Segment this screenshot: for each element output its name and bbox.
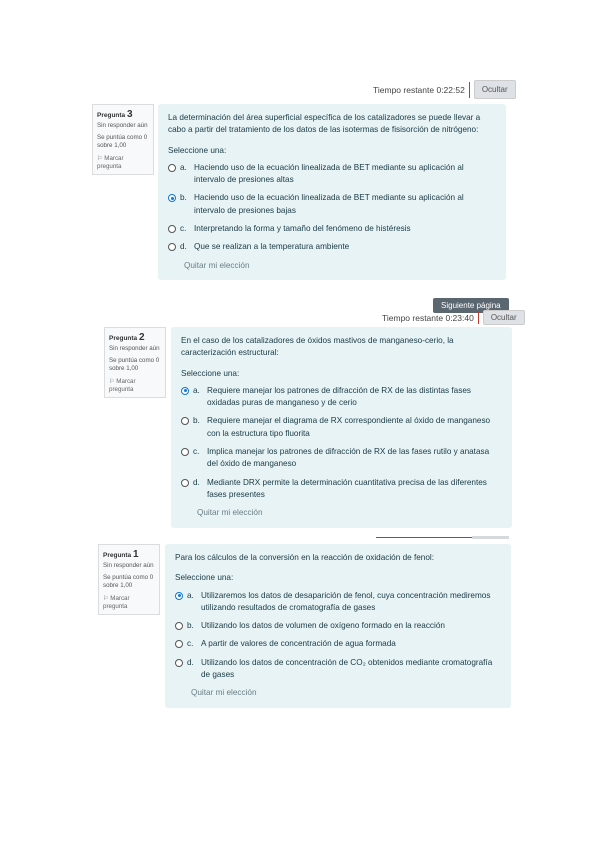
- answer-option[interactable]: a. Requiere manejar los patrones de difracción de RX de las distintas fases oxidadas puras de manganeso y de cerio: [181, 385, 502, 410]
- question-status: Sin responder aún: [109, 344, 160, 352]
- question-text: Para los cálculos de la conversión en la reacción de oxidación de fenol:: [175, 553, 434, 562]
- question-card: [165, 544, 511, 708]
- timer-divider: [469, 82, 470, 98]
- question-number: Pregunta 2: [109, 332, 145, 343]
- radio-button[interactable]: [175, 622, 183, 630]
- timer-text: Tiempo restante 0:23:40: [382, 312, 474, 323]
- radio-button-selected[interactable]: [168, 194, 176, 202]
- question-card: [171, 327, 512, 528]
- timer-bar: [373, 80, 516, 99]
- question-points: Se puntúa como 0 sobre 1,00: [103, 573, 154, 590]
- hide-timer-button[interactable]: Ocultar: [474, 80, 516, 99]
- flag-question-link[interactable]: ⚐ Marcar pregunta: [103, 594, 130, 610]
- clear-choice-link[interactable]: Quitar mi elección: [197, 508, 263, 518]
- question-points: Se puntúa como 0 sobre 1,00: [97, 133, 148, 150]
- select-prompt: Seleccione una:: [181, 368, 240, 378]
- timer-text: Tiempo restante 0:22:52: [373, 84, 465, 95]
- answer-option[interactable]: c. Implica manejar los patrones de difracción de RX de las fases rutilo y anatasa del óxido de manganeso: [181, 446, 502, 471]
- flag-question-link[interactable]: ⚐ Marcar pregunta: [109, 377, 136, 393]
- next-page-button[interactable]: Siguiente página: [433, 298, 509, 313]
- answer-option[interactable]: b. Haciendo uso de la ecuación linealizada de BET mediante su aplicación al intervalo de presiones bajas: [168, 192, 496, 217]
- question-info: [92, 104, 154, 175]
- select-prompt: Seleccione una:: [175, 573, 234, 583]
- answer-option[interactable]: d. Utilizando los datos de concentración de CO₂ obtenidos mediante cromatografía de gases: [175, 657, 501, 682]
- radio-button[interactable]: [175, 659, 183, 667]
- question-status: Sin responder aún: [103, 561, 154, 569]
- radio-button[interactable]: [181, 448, 189, 456]
- answer-option[interactable]: a. Utilizaremos los datos de desaparición de fenol, cuya concentración mediremos utilizando resultados de cromatografía de gases: [175, 590, 501, 615]
- radio-button[interactable]: [168, 243, 176, 251]
- flag-icon: ⚐: [103, 594, 109, 602]
- timer-bar: [382, 310, 525, 325]
- radio-button[interactable]: [168, 225, 176, 233]
- select-prompt: Seleccione una:: [168, 145, 227, 155]
- question-info: [104, 327, 166, 398]
- radio-button[interactable]: [181, 417, 189, 425]
- radio-button-selected[interactable]: [181, 387, 189, 395]
- radio-button-selected[interactable]: [175, 592, 183, 600]
- question-info: [98, 544, 160, 615]
- question-text: En el caso de los catalizadores de óxidos mastivos de manganeso-cerio, la caracterización estructural:: [181, 336, 454, 358]
- clear-choice-link[interactable]: Quitar mi elección: [191, 688, 257, 698]
- flag-icon: ⚐: [97, 154, 103, 162]
- divider-line: [376, 537, 472, 538]
- flag-question-link[interactable]: ⚐ Marcar pregunta: [97, 154, 124, 170]
- answer-option[interactable]: d. Que se realizan a la temperatura ambiente: [168, 241, 496, 253]
- flag-icon: ⚐: [109, 377, 115, 385]
- question-text: La determinación del área superficial específica de los catalizadores se puede llevar a cabo a partir del tratamiento de los datos de las isotermas de fisisorción de nitrógeno:: [168, 113, 481, 135]
- question-card: [158, 104, 506, 280]
- clear-choice-link[interactable]: Quitar mi elección: [184, 260, 250, 270]
- radio-button[interactable]: [181, 479, 189, 487]
- question-number: Pregunta 1: [103, 549, 139, 560]
- timer-divider: [478, 312, 479, 324]
- answer-option[interactable]: b. Requiere manejar el diagrama de RX correspondiente al óxido de manganeso con la estructura tipo fluorita: [181, 415, 502, 440]
- divider-line: [472, 536, 509, 539]
- question-status: Sin responder aún: [97, 121, 148, 129]
- hide-timer-button[interactable]: Ocultar: [483, 310, 525, 325]
- question-points: Se puntúa como 0 sobre 1,00: [109, 356, 160, 373]
- answer-option[interactable]: d. Mediante DRX permite la determinación cuantitativa precisa de las diferentes fases presentes: [181, 477, 502, 502]
- question-number: Pregunta 3: [97, 109, 133, 120]
- radio-button[interactable]: [175, 640, 183, 648]
- radio-button[interactable]: [168, 164, 176, 172]
- answer-option[interactable]: b. Utilizando los datos de volumen de oxígeno formado en la reacción: [175, 620, 501, 632]
- answer-option[interactable]: a. Haciendo uso de la ecuación linealizada de BET mediante su aplicación al intervalo de presiones altas: [168, 162, 496, 187]
- answer-option[interactable]: c. A partir de valores de concentración de agua formada: [175, 638, 501, 650]
- answer-option[interactable]: c. Interpretando la forma y tamaño del fenómeno de histéresis: [168, 223, 496, 235]
